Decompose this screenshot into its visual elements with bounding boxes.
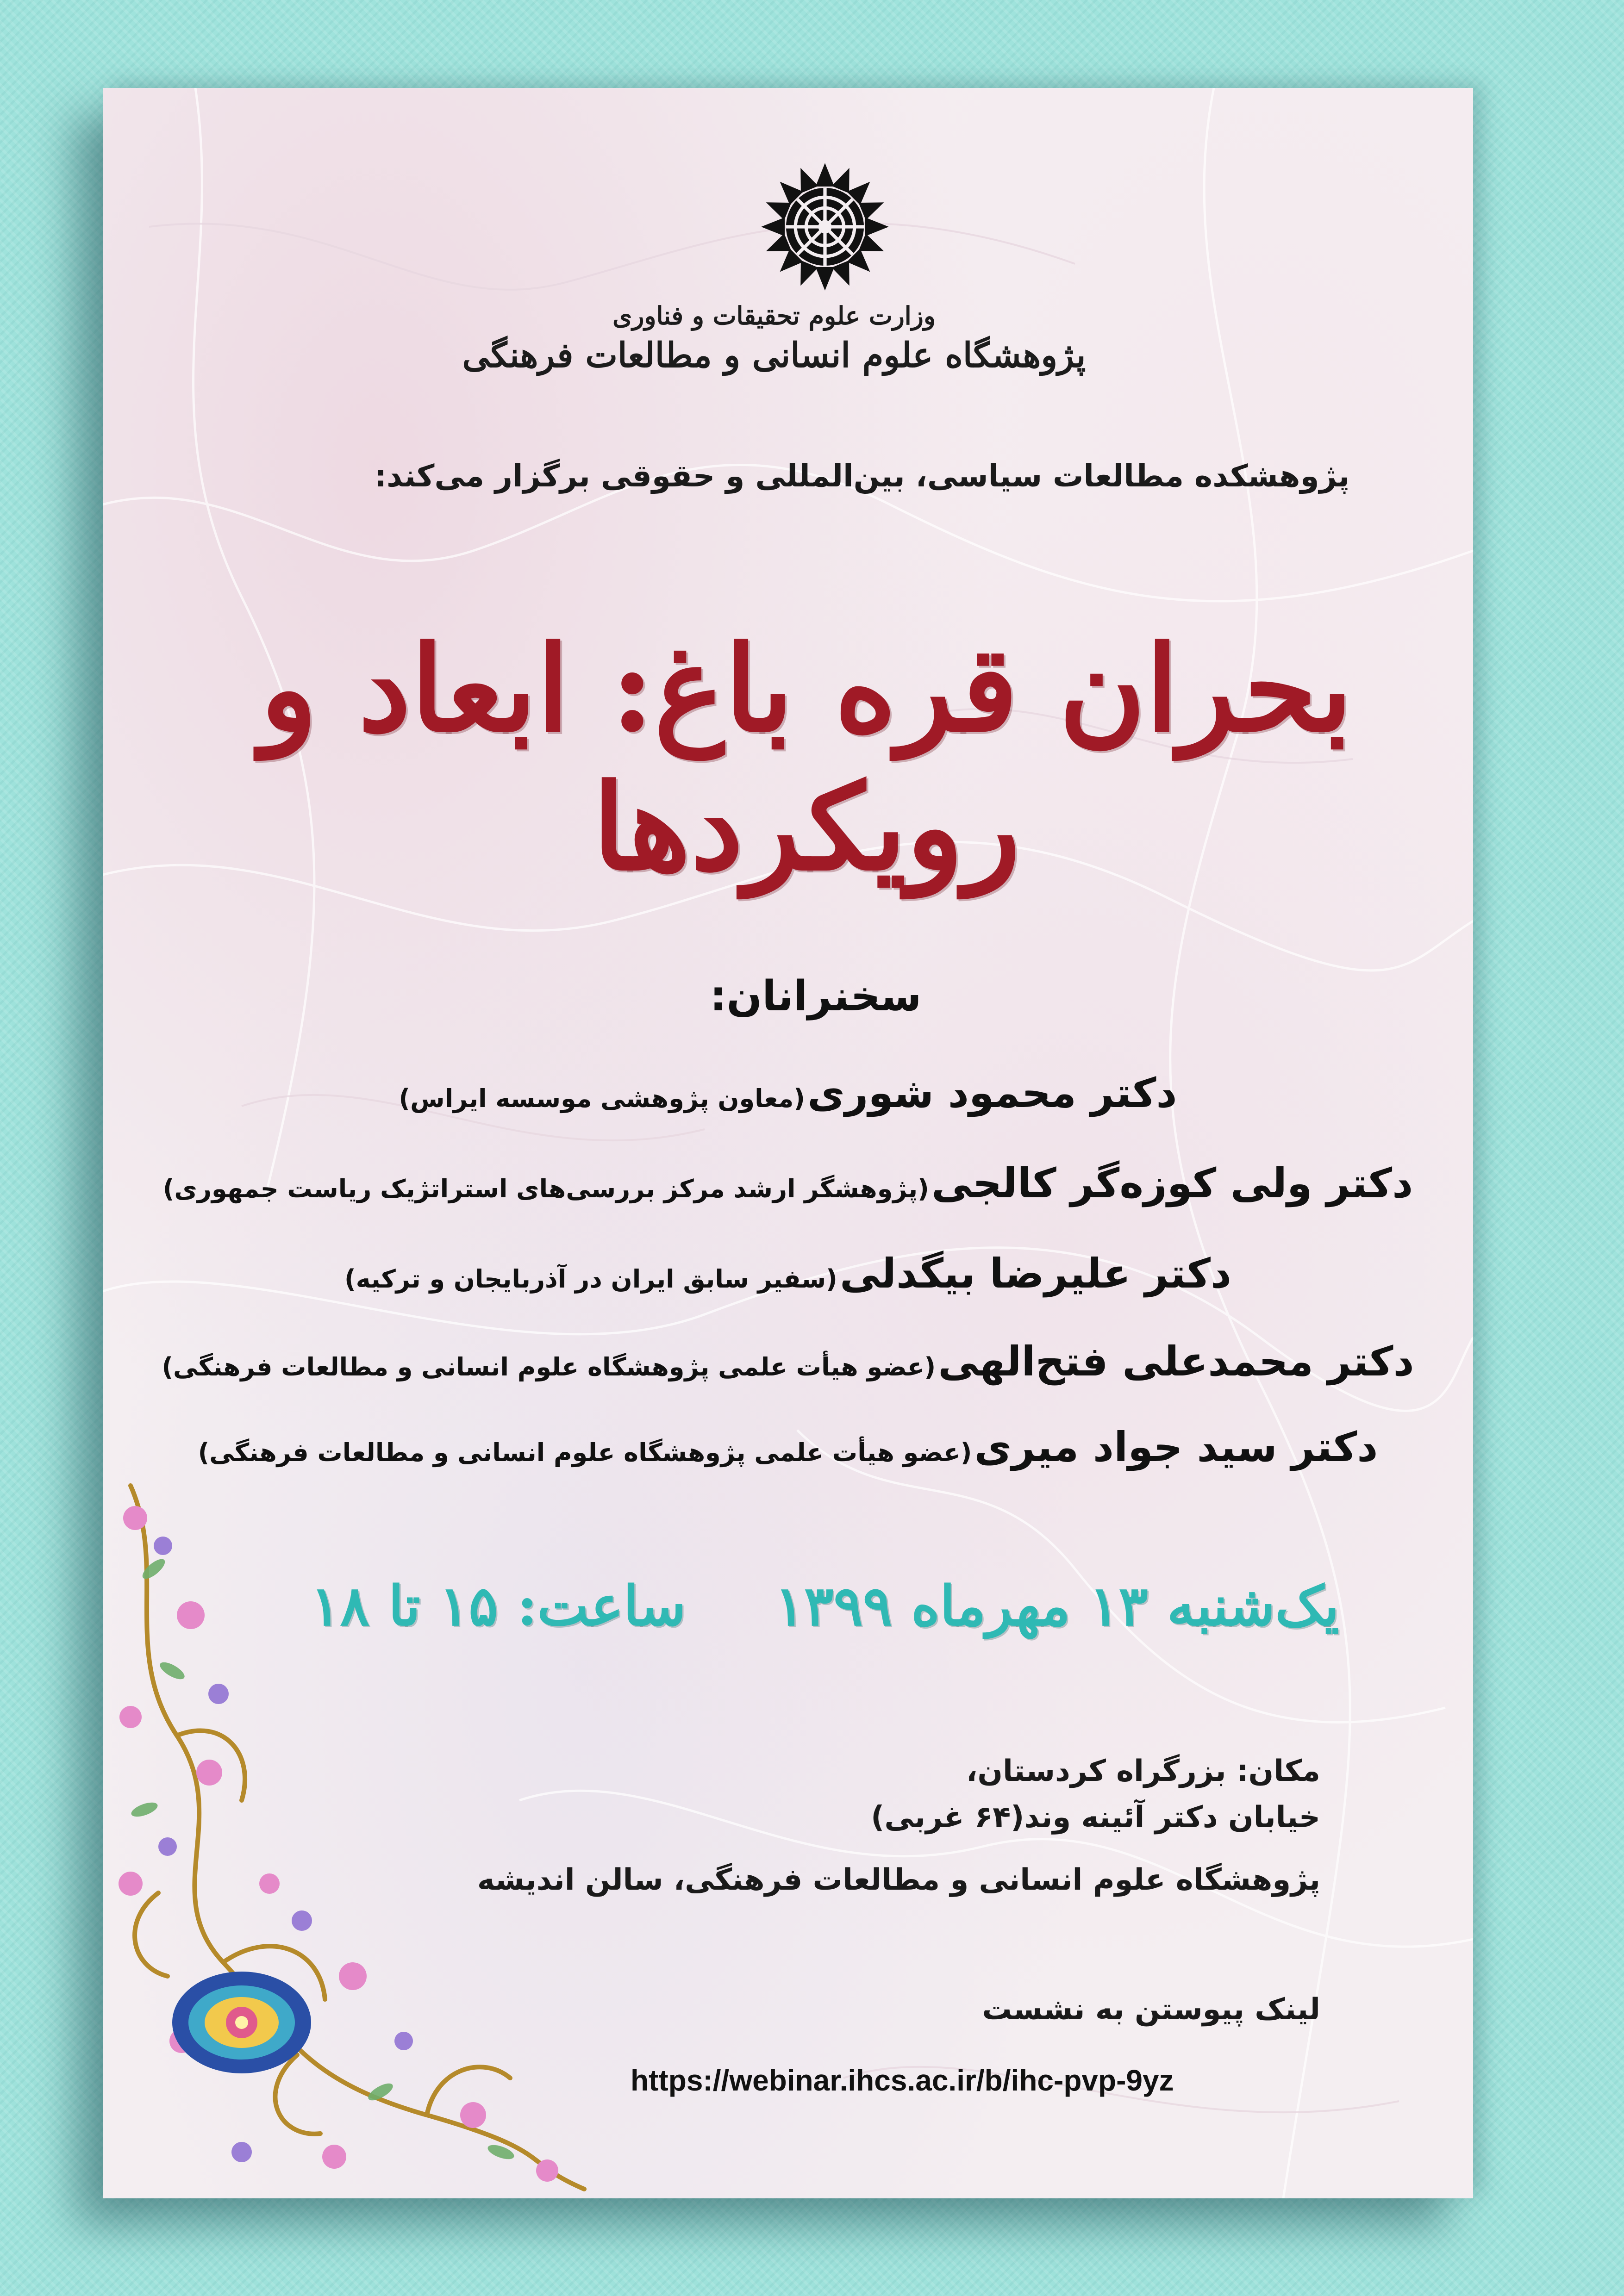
poster-card xyxy=(103,88,1473,2198)
speaker-role: (معاون پژوهشی موسسه ایراس) xyxy=(399,1084,805,1113)
speaker-role: (پژوهشگر ارشد مرکز بررسی‌های استراتژیک ریاست جمهوری) xyxy=(162,1174,929,1203)
speaker-3 xyxy=(103,1250,1473,1297)
event-title: بحران قره باغ: ابعاد و رویکردها xyxy=(260,620,1353,897)
speaker-4 xyxy=(103,1338,1473,1385)
speaker-role: (عضو هیأت علمی پژوهشگاه علوم انسانی و مطالعات فرهنگی) xyxy=(162,1352,936,1381)
speaker-2 xyxy=(103,1159,1473,1207)
speaker-1 xyxy=(103,1069,1473,1117)
speaker-role: (عضو هیأت علمی پژوهشگاه علوم انسانی و مطالعات فرهنگی) xyxy=(198,1438,972,1467)
institute-name: پژوهشگاه علوم انسانی و مطالعات فرهنگی xyxy=(462,336,1086,375)
speaker-role: (سفیر سابق ایران در آذربایجان و ترکیه) xyxy=(344,1264,837,1294)
institute-logo xyxy=(758,160,892,294)
organizer-line: پژوهشکده مطالعات سیاسی، بین‌المللی و حقوقی برگزار می‌کند: xyxy=(374,458,1350,494)
venue-line-1: مکان: بزرگراه کردستان، xyxy=(966,1754,1320,1788)
venue-line-3: پژوهشگاه علوم انسانی و مطالعات فرهنگی، سالن اندیشه xyxy=(477,1863,1320,1897)
speaker-name: دکتر ولی کوزه‌گر کالجی xyxy=(931,1159,1413,1207)
floral-ornament xyxy=(103,1476,589,2198)
venue-line-2: خیابان دکتر آئینه وند(۶۴ غربی) xyxy=(871,1800,1320,1835)
speaker-name: دکتر سید جواد میری xyxy=(974,1423,1378,1471)
link-label: لینک پیوستن به نشست xyxy=(982,1992,1320,2027)
event-date: یک‌شنبه ۱۳ مهرماه ۱۳۹۹ xyxy=(775,1574,1339,1638)
speaker-5 xyxy=(103,1423,1473,1471)
speaker-name: دکتر محمود شوری xyxy=(807,1069,1177,1117)
speaker-name: دکتر محمدعلی فتح‌الهی xyxy=(938,1338,1414,1385)
ministry-name: وزارت علوم تحقیقات و فناوری xyxy=(612,301,936,330)
speakers-heading: سخنرانان: xyxy=(710,972,922,1020)
webinar-link[interactable]: https://webinar.ihcs.ac.ir/b/ihc-pvp-9yz xyxy=(631,2064,1174,2097)
speaker-name: دکتر علیرضا بیگدلی xyxy=(839,1250,1232,1297)
event-time: ساعت: ۱۵ تا ۱۸ xyxy=(311,1574,686,1638)
